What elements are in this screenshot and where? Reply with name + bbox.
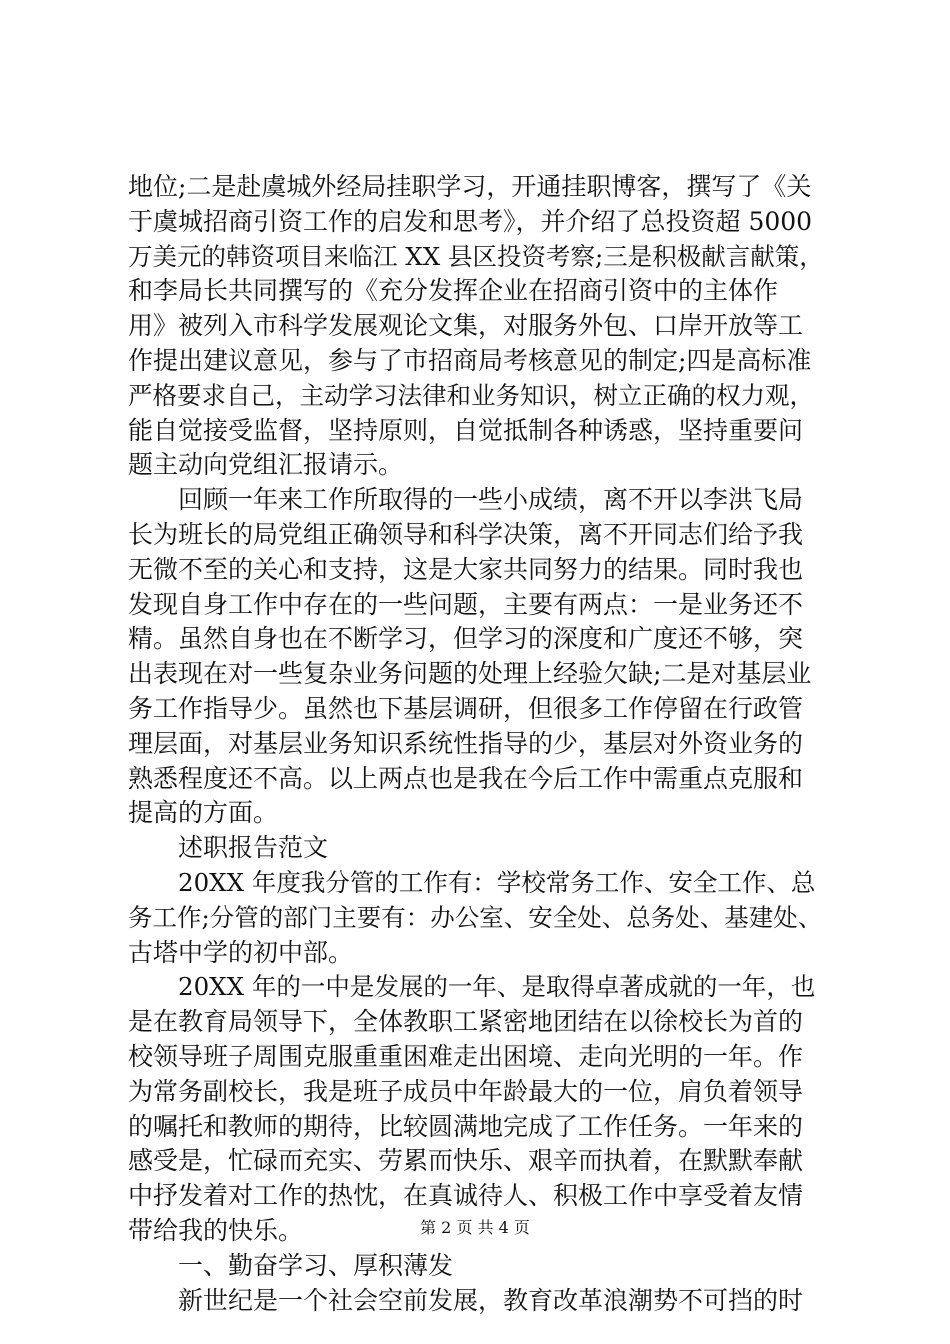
text-line: 万美元的韩资项目来临江 XX 县区投资考察;三是积极献言献策， (128, 241, 824, 271)
text-line: 务工作;分管的部门主要有：办公室、安全处、总务处、基建处、 (128, 902, 823, 932)
text-line: 古塔中学的初中部。 (128, 937, 354, 967)
text-line: 地位;二是赴虞城外经局挂职学习，开通挂职博客，撰写了《关 (128, 172, 812, 201)
document-body (128, 170, 824, 1318)
paragraph-start-line: 新世纪是一个社会空前发展，教育改革浪潮势不可挡的时 (178, 1285, 804, 1315)
text-line: 感受是，忙碌而充实、劳累而快乐、艰辛而执着，在默默奉献 (128, 1146, 804, 1176)
text-line: 能自觉接受监督，坚持原则，自觉抵制各种诱惑，坚持重要问 (128, 415, 804, 445)
text-line: 带给我的快乐。 (128, 1215, 304, 1245)
text-line: 精。虽然自身也在不断学习，但学习的深度和广度还不够，突 (128, 624, 804, 654)
text-line: 务工作指导少。虽然也下基层调研，但很多工作停留在行政管 (128, 693, 804, 723)
text-line: 为常务副校长，我是班子成员中年龄最大的一位，肩负着领导 (128, 1076, 804, 1106)
text-line: 发现自身工作中存在的一些问题，主要有两点：一是业务还不 (128, 589, 804, 619)
paragraph-start-line: 20XX 年的一中是发展的一年、是取得卓著成就的一年，也 (178, 972, 816, 1002)
text-line: 是在教育局领导下，全体教职工紧密地团结在以徐校长为首的 (128, 1007, 804, 1037)
text-line: 无微不至的关心和支持，这是大家共同努力的结果。同时我也 (128, 554, 804, 584)
text-line: 熟悉程度还不高。以上两点也是我在今后工作中需重点克服和 (128, 763, 804, 793)
text-line: 和李局长共同撰写的《充分发挥企业在招商引资中的主体作 (128, 276, 779, 306)
paragraph-start-line: 回顾一年来工作所取得的一些小成绩，离不开以李洪飞局 (178, 485, 804, 515)
text-line: 校领导班子周围克服重重困难走出困境、走向光明的一年。作 (128, 1041, 804, 1071)
text-line: 严格要求自己，主动学习法律和业务知识，树立正确的权力观， (128, 380, 814, 410)
text-line: 题主动向党组汇报请示。 (128, 450, 404, 480)
section-title: 述职报告范文 (178, 833, 329, 863)
text-line: 用》被列入市科学发展观论文集，对服务外包、口岸开放等工 (128, 311, 804, 341)
text-line: 的嘱托和教师的期待，比较圆满地完成了工作任务。一年来的 (128, 1111, 804, 1141)
paragraph-start-line: 20XX 年度我分管的工作有：学校常务工作、安全工作、总 (178, 867, 816, 897)
text-line: 出表现在对一些复杂业务问题的处理上经验欠缺;二是对基层业 (128, 659, 812, 689)
text-line: 中抒发着对工作的热忱，在真诚待人、积极工作中享受着友情 (128, 1181, 804, 1211)
text-line: 提高的方面。 (128, 798, 279, 828)
page-number-footer: 第 2 页 共 4 页 (420, 1218, 530, 1237)
text-line: 作提出建议意见，参与了市招商局考核意见的制定;四是高标准 (128, 345, 812, 375)
text-line: 理层面，对基层业务知识系统性指导的少，基层对外资业务的 (128, 728, 804, 758)
text-line: 于虞城招商引资工作的启发和思考》，并介绍了总投资超 5000 (128, 206, 813, 236)
section-heading: 一、勤奋学习、厚积薄发 (178, 1250, 454, 1280)
text-line: 长为班长的局党组正确领导和科学决策，离不开同志们给予我 (128, 519, 804, 549)
